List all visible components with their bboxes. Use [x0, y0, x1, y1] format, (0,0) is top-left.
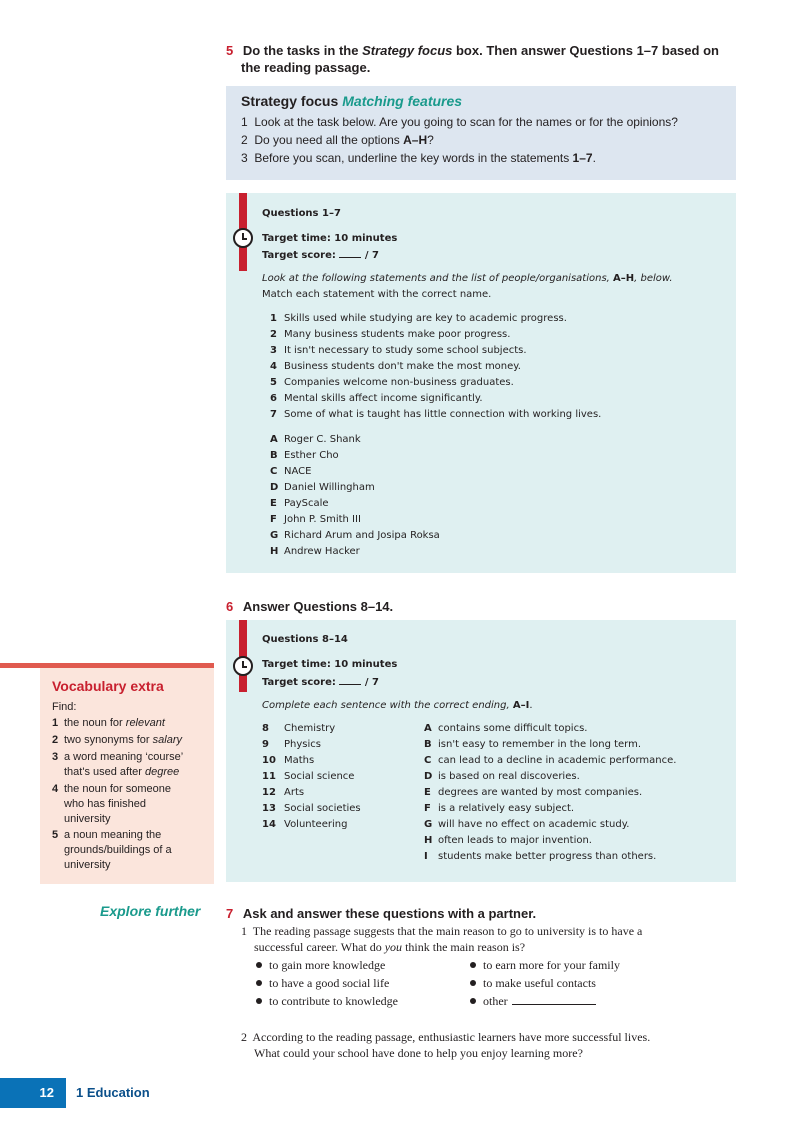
target-score: [262, 675, 379, 688]
ending-text: contains some difficult topics.: [438, 723, 588, 734]
statement-text: Skills used while studying are key to academic progress.: [284, 313, 567, 324]
vocab-number: 4: [52, 783, 59, 795]
instruction-bold: A–H: [613, 273, 635, 284]
task-5-line1-post: box. Then answer Questions 1–7 based on: [452, 43, 719, 58]
questions-1-7-instruction-2: Match each statement with the correct name.: [262, 289, 492, 300]
statement-number: 3: [270, 345, 277, 356]
stem-14: [262, 817, 412, 833]
explore-q-text: According to the reading passage, enthusiastic learners have more successful lives.: [252, 1030, 651, 1044]
vocab-number: 2: [52, 734, 59, 746]
questions-8-14-instruction: [262, 700, 533, 711]
vocab-em: salary: [152, 734, 182, 746]
bullet-left-2: [256, 975, 389, 991]
sentence-stems: [262, 721, 412, 833]
strategy-item-post: ?: [427, 133, 434, 147]
statement-text: Many business students make poor progress.: [284, 329, 511, 340]
bullet-icon: [470, 980, 476, 986]
target-score-label: Target score:: [262, 677, 336, 688]
strategy-item-2: [241, 133, 434, 148]
instruction-italic: Look at the following statements and the list of people/organisations,: [262, 273, 614, 284]
statement-text: Business students don't make the most money.: [284, 361, 521, 372]
strategy-title-text: Strategy focus: [241, 93, 339, 109]
statement-number: 6: [270, 393, 277, 404]
option-letter: F: [270, 514, 277, 525]
ending-letter: E: [424, 787, 431, 798]
bullet-icon: [470, 962, 476, 968]
stem-number: 14: [262, 819, 276, 830]
statement-1: [270, 311, 720, 327]
vocab-text: a word meaning ‘course’: [64, 751, 184, 763]
stem-text: Volunteering: [284, 819, 348, 830]
ending-letter: I: [424, 851, 428, 862]
vocab-item-2: [52, 733, 182, 748]
strategy-item-number: 3: [241, 151, 248, 165]
bullet-right-1: [470, 957, 620, 973]
vocab-item-1: [52, 716, 165, 731]
chapter-title: 1 Education: [76, 1085, 150, 1100]
vocab-number: 1: [52, 717, 59, 729]
explore-q-text-post: think the main reason is?: [402, 940, 526, 954]
target-time: Target time: 10 minutes: [262, 659, 398, 670]
stem-8: [262, 721, 412, 737]
option-a: [270, 432, 720, 448]
target-time: Target time: 10 minutes: [262, 233, 398, 244]
ending-a: [424, 721, 724, 737]
vocabulary-extra-title: Vocabulary extra: [52, 678, 164, 694]
ending-letter: G: [424, 819, 433, 830]
stem-text: Physics: [284, 739, 321, 750]
ending-text: isn't easy to remember in the long term.: [438, 739, 642, 750]
bullet-text: to contribute to knowledge: [269, 994, 398, 1008]
option-letter: H: [270, 546, 279, 557]
page-number: 12: [0, 1078, 66, 1108]
stem-text: Social societies: [284, 803, 361, 814]
option-f: [270, 512, 720, 528]
explore-q-text: The reading passage suggests that the main reason to go to university is to have a: [252, 924, 643, 938]
task-5-heading: [226, 42, 746, 59]
strategy-item-text: Look at the task below. Are you going to scan for the names or for the opinions?: [254, 115, 678, 129]
vocab-find: Find:: [52, 701, 77, 713]
stem-10: [262, 753, 412, 769]
statement-3: [270, 343, 720, 359]
score-blank: [339, 675, 361, 685]
stem-number: 8: [262, 723, 269, 734]
statement-4: [270, 359, 720, 375]
ending-f: [424, 801, 724, 817]
clock-icon: [233, 656, 253, 676]
option-d: [270, 480, 720, 496]
vocab-item-3-line2: [52, 765, 179, 780]
option-letter: D: [270, 482, 279, 493]
ending-h: [424, 833, 724, 849]
statement-number: 4: [270, 361, 277, 372]
ending-g: [424, 817, 724, 833]
instruction-italic-post: , below.: [634, 273, 673, 284]
ending-c: [424, 753, 724, 769]
stem-11: [262, 769, 412, 785]
strategy-subtitle: Matching features: [342, 93, 463, 109]
task-6-text: Answer Questions 8–14.: [242, 599, 394, 614]
stem-text: Chemistry: [284, 723, 336, 734]
explore-q1-line2: [254, 939, 525, 955]
vocab-text: a noun meaning the: [64, 829, 162, 841]
option-text: Esther Cho: [284, 450, 339, 461]
instruction-italic: Complete each sentence with the correct ending,: [262, 700, 513, 711]
option-letter: A: [270, 434, 278, 445]
option-e: [270, 496, 720, 512]
strategy-item-post: .: [592, 151, 596, 165]
task-5-line1-pre: Do the tasks in the: [242, 43, 363, 58]
explore-q2-line1: [241, 1029, 650, 1045]
ending-text: will have no effect on academic study.: [438, 819, 630, 830]
statement-number: 1: [270, 313, 277, 324]
bullet-right-3: [470, 993, 596, 1009]
vocab-item-4: [52, 782, 171, 797]
ending-d: [424, 769, 724, 785]
ending-text: degrees are wanted by most companies.: [438, 787, 643, 798]
statement-number: 2: [270, 329, 277, 340]
ending-text: students make better progress than others.: [438, 851, 657, 862]
vocab-item-5-line3: university: [64, 859, 111, 871]
stem-number: 11: [262, 771, 276, 782]
statement-text: Some of what is taught has little connection with working lives.: [284, 409, 602, 420]
option-c: [270, 464, 720, 480]
statement-number: 7: [270, 409, 277, 420]
statement-5: [270, 375, 720, 391]
stem-text: Social science: [284, 771, 355, 782]
clock-icon: [233, 228, 253, 248]
strategy-item-text: Do you need all the options: [254, 133, 404, 147]
vocab-em: degree: [144, 766, 180, 778]
bullet-text: to gain more knowledge: [269, 958, 386, 972]
ending-b: [424, 737, 724, 753]
statement-text: Companies welcome non-business graduates.: [284, 377, 514, 388]
vocab-text: that's used after: [64, 766, 145, 778]
statement-text: Mental skills affect income significantly.: [284, 393, 483, 404]
task-5-line2: the reading passage.: [241, 60, 371, 75]
stem-text: Arts: [284, 787, 305, 798]
task-5-number: 5: [226, 43, 234, 58]
vocab-text: the noun for: [64, 717, 126, 729]
explore-q-number: 1: [241, 924, 247, 938]
ending-letter: C: [424, 755, 432, 766]
vocab-item-4-line2: who has finished: [64, 798, 146, 810]
option-text: Andrew Hacker: [284, 546, 360, 557]
option-text: NACE: [284, 466, 312, 477]
option-letter: G: [270, 530, 279, 541]
ending-letter: B: [424, 739, 432, 750]
option-letter: C: [270, 466, 278, 477]
option-text: Daniel Willingham: [284, 482, 375, 493]
task-7-title: Ask and answer these questions with a partner.: [242, 906, 537, 921]
statement-text: It isn't necessary to study some school subjects.: [284, 345, 527, 356]
option-text: Roger C. Shank: [284, 434, 361, 445]
option-text: John P. Smith III: [284, 514, 361, 525]
vocab-text: two synonyms for: [64, 734, 153, 746]
task-7-heading: [226, 905, 536, 922]
bullet-text: to earn more for your family: [483, 958, 620, 972]
ending-e: [424, 785, 724, 801]
strategy-item-text: Before you scan, underline the key words in the statements: [254, 151, 573, 165]
statement-2: [270, 327, 720, 343]
ending-letter: F: [424, 803, 431, 814]
stem-number: 12: [262, 787, 276, 798]
option-h: [270, 544, 720, 560]
bullet-icon: [256, 962, 262, 968]
instruction-bold: A–I: [512, 700, 530, 711]
bullet-text: to have a good social life: [269, 976, 390, 990]
task-6-heading: [226, 598, 393, 615]
ending-letter: H: [424, 835, 433, 846]
vocab-number: 3: [52, 751, 59, 763]
ending-text: can lead to a decline in academic performance.: [438, 755, 677, 766]
explore-q2-line2: What could your school have done to help you enjoy learning more?: [254, 1046, 583, 1060]
ending-letter: D: [424, 771, 433, 782]
target-score-total: / 7: [364, 677, 379, 688]
strategy-item-bold: A–H: [403, 133, 428, 147]
explore-q-number: 2: [241, 1030, 247, 1044]
explore-further-label: Explore further: [100, 903, 201, 919]
questions-8-14-heading: Questions 8–14: [262, 634, 348, 645]
stem-number: 9: [262, 739, 269, 750]
task-7-number: 7: [226, 906, 234, 921]
sentence-endings: [424, 721, 724, 865]
vocab-text: the noun for someone: [64, 783, 172, 795]
strategy-item-number: 2: [241, 133, 248, 147]
bullet-right-2: [470, 975, 596, 991]
instruction-end: .: [529, 700, 533, 711]
ending-letter: A: [424, 723, 432, 734]
option-g: [270, 528, 720, 544]
explore-q-em: you: [384, 940, 403, 954]
vocab-number: 5: [52, 829, 59, 841]
bullet-icon: [256, 980, 262, 986]
statement-7: [270, 407, 720, 423]
bullet-text: to make useful contacts: [483, 976, 596, 990]
options-list: [270, 432, 720, 560]
stem-9: [262, 737, 412, 753]
explore-q-text: successful career. What do: [254, 940, 385, 954]
strategy-item-bold: 1–7: [572, 151, 593, 165]
statement-6: [270, 391, 720, 407]
stem-13: [262, 801, 412, 817]
vocab-item-5: [52, 828, 161, 843]
ending-text: is a relatively easy subject.: [438, 803, 575, 814]
other-blank: [512, 994, 596, 1005]
ending-text: often leads to major invention.: [438, 835, 592, 846]
target-score-total: / 7: [364, 250, 379, 261]
option-letter: E: [270, 498, 277, 509]
vocab-item-5-line2: grounds/buildings of a: [64, 844, 172, 856]
ending-text: is based on real discoveries.: [438, 771, 580, 782]
vocab-item-3: [52, 750, 183, 765]
bullet-left-1: [256, 957, 385, 973]
option-text: PayScale: [284, 498, 329, 509]
statements-list: [270, 311, 720, 423]
score-blank: [339, 248, 361, 258]
bullet-icon: [256, 998, 262, 1004]
stem-number: 13: [262, 803, 276, 814]
statement-number: 5: [270, 377, 277, 388]
strategy-title: [241, 93, 462, 109]
option-letter: B: [270, 450, 278, 461]
stem-text: Maths: [284, 755, 315, 766]
strategy-item-3: [241, 151, 596, 166]
bullet-left-3: [256, 993, 398, 1009]
questions-1-7-instruction: [262, 273, 673, 284]
strategy-item-1: [241, 115, 678, 130]
stem-number: 10: [262, 755, 276, 766]
task-5-line1-em: Strategy focus: [362, 43, 453, 58]
bullet-text: other: [483, 994, 508, 1008]
stem-12: [262, 785, 412, 801]
option-text: Richard Arum and Josipa Roksa: [284, 530, 440, 541]
explore-q1-line1: [241, 923, 642, 939]
vocab-em: relevant: [125, 717, 165, 729]
option-b: [270, 448, 720, 464]
questions-1-7-heading: Questions 1–7: [262, 208, 341, 219]
bullet-icon: [470, 998, 476, 1004]
target-score: [262, 248, 379, 261]
vocab-item-4-line3: university: [64, 813, 111, 825]
task-6-number: 6: [226, 599, 234, 614]
strategy-item-number: 1: [241, 115, 248, 129]
target-score-label: Target score:: [262, 250, 336, 261]
ending-i: [424, 849, 724, 865]
